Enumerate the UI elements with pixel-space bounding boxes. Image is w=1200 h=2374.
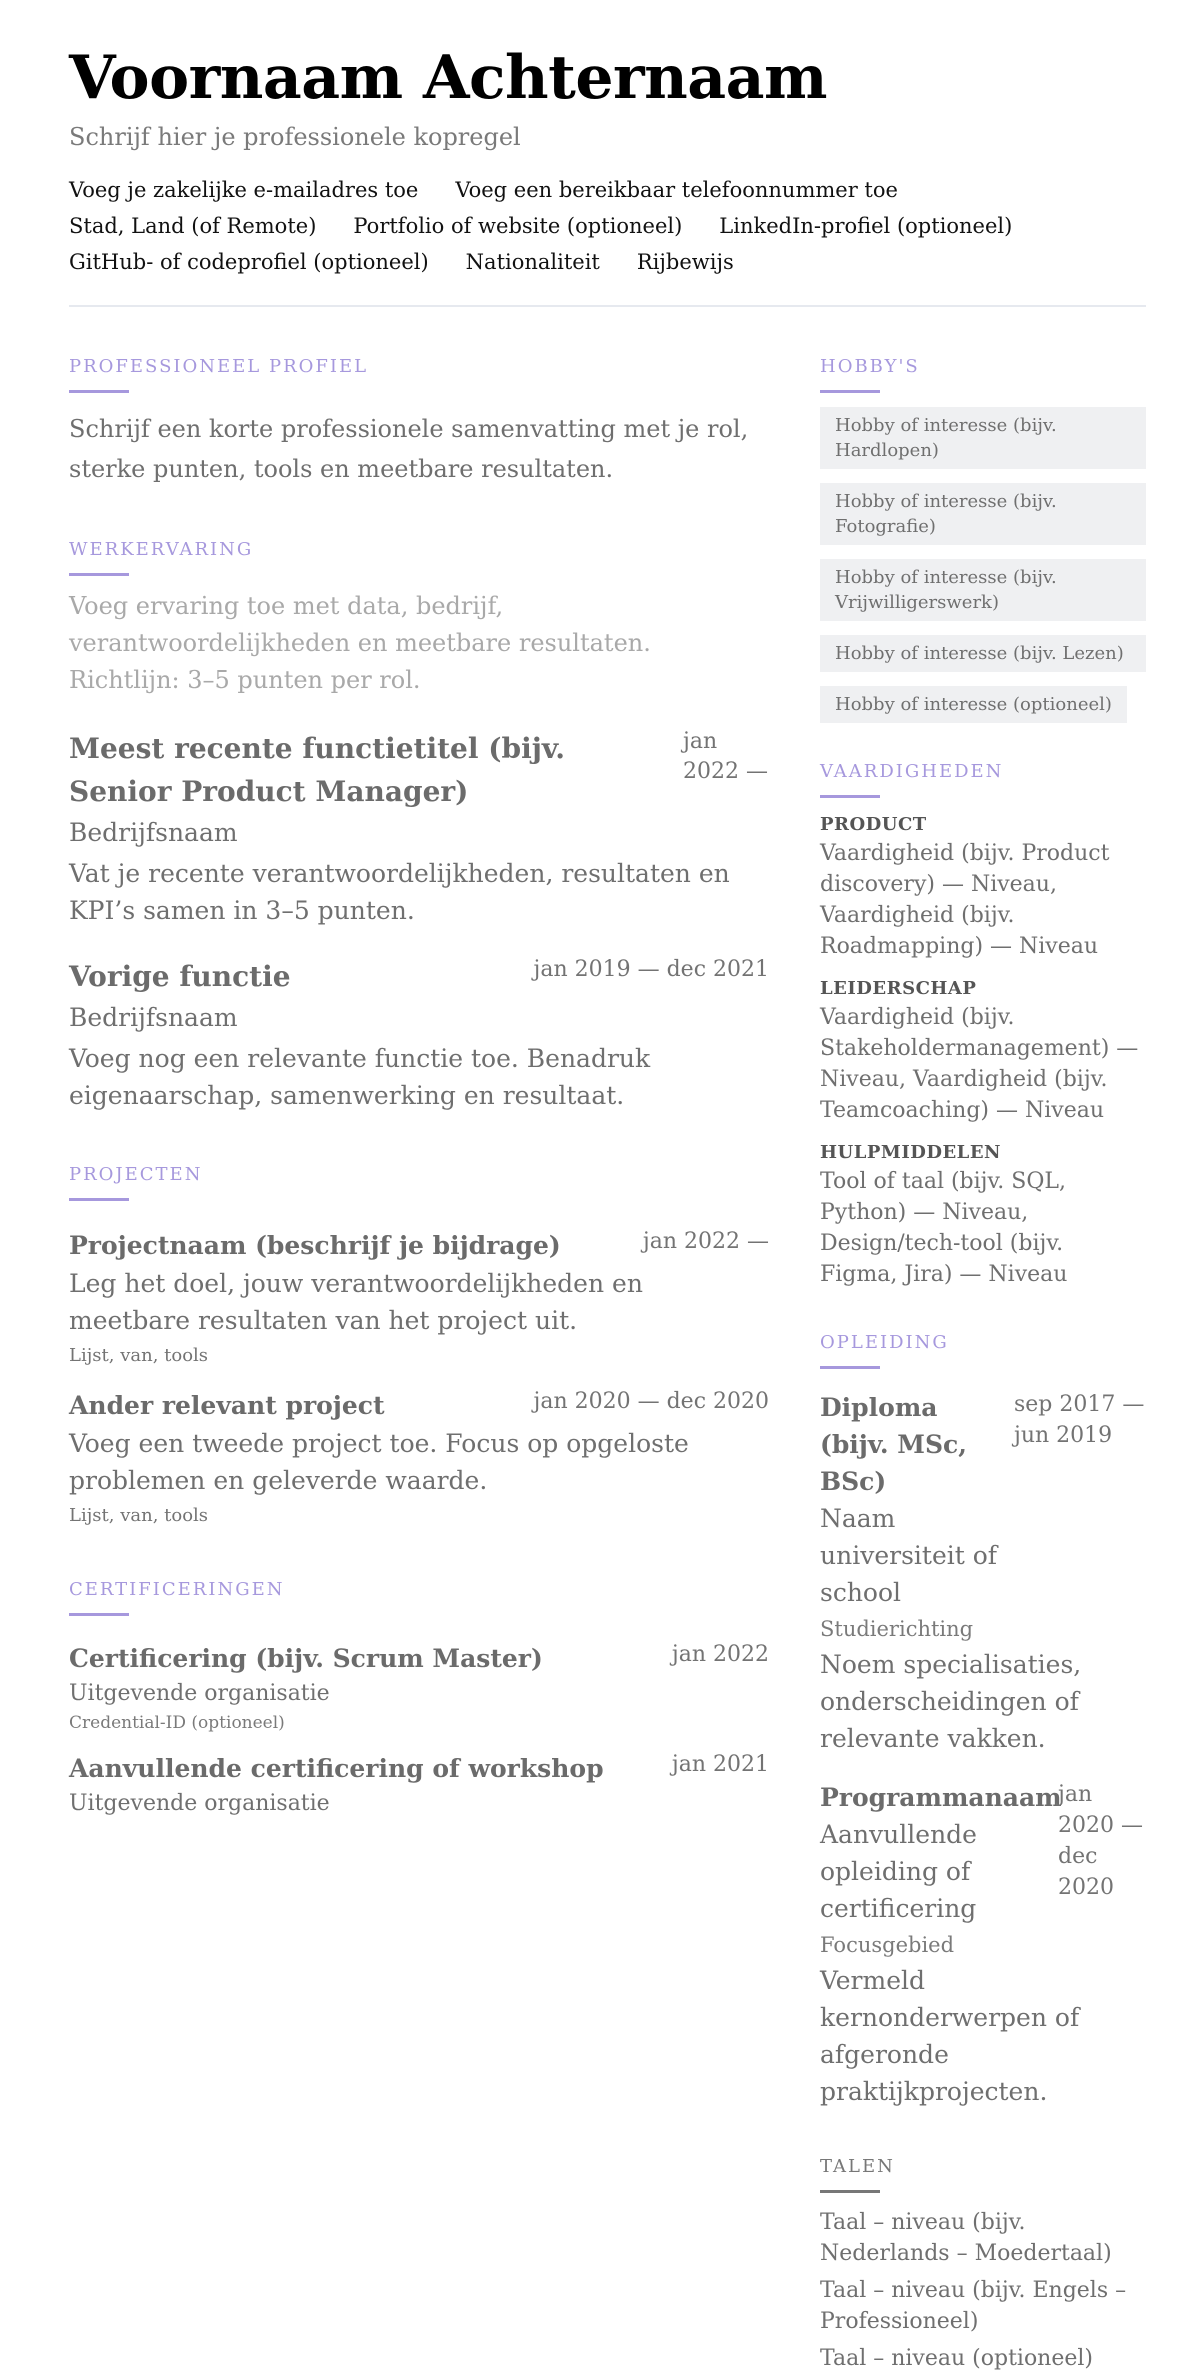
project-date: jan 2022 — [642, 1229, 769, 1254]
section-title: HOBBY'S [820, 356, 920, 377]
experience-section [69, 533, 769, 1114]
skill-list: Vaardigheid (bijv. Product discovery) — Niveau, Vaardigheid (bijv. Roadmapping) — Niveau [820, 841, 1110, 959]
job-date: jan 2022 — [683, 729, 768, 784]
contact-nationality: Nationaliteit [465, 250, 600, 274]
hobby-tag: Hobby of interesse (bijv. Hardlopen) [820, 407, 1146, 469]
education-school: Aanvullende opleiding of certificering [820, 1820, 977, 1923]
education-entry [820, 1779, 1146, 2110]
resume-header [69, 40, 1146, 278]
job-entry [69, 955, 769, 1114]
project-entry [69, 1227, 769, 1369]
skill-category: HULPMIDDELEN [820, 1142, 1002, 1163]
education-field: Focusgebied [820, 1933, 955, 1957]
section-underline [820, 795, 880, 798]
job-company: Bedrijfsnaam [69, 818, 238, 847]
project-title: Projectnaam (beschrijf je bijdrage) [69, 1231, 561, 1260]
education-field: Studierichting [820, 1617, 974, 1641]
hobby-tag: Hobby of interesse (optioneel) [820, 686, 1127, 723]
certification-issuer: Uitgevende organisatie [69, 1791, 330, 1816]
job-description: Vat je recente verantwoordelijkheden, resultaten en KPI’s samen in 3–5 punten. [69, 859, 730, 925]
skill-category: PRODUCT [820, 814, 927, 835]
education-school: Naam universiteit of school [820, 1504, 998, 1607]
section-title: VAARDIGHEDEN [820, 761, 1004, 782]
project-tools: Lijst, van, tools [69, 1345, 209, 1366]
contact-list [69, 174, 1146, 278]
education-entry [820, 1389, 1146, 1757]
section-underline [69, 573, 129, 576]
certification-date: jan 2022 [671, 1642, 769, 1667]
education-degree: Programmanaam [820, 1783, 1062, 1812]
main-column [69, 350, 769, 1820]
hobbies-section [820, 350, 1146, 723]
job-title: Vorige functie [69, 960, 291, 993]
hobby-tag: Hobby of interesse (bijv. Lezen) [820, 635, 1146, 672]
section-title: TALEN [820, 2156, 895, 2177]
job-entry [69, 727, 769, 929]
job-description: Voeg nog een relevante functie toe. Benadruk eigenaarschap, samenwerking en resultaat. [69, 1044, 651, 1110]
education-date: jan 2020 — dec 2020 [1058, 1782, 1143, 1900]
skill-list: Tool of taal (bijv. SQL, Python) — Niveau, Design/tech-tool (bijv. Figma, Jira) — Niveau [820, 1169, 1068, 1287]
section-underline [69, 1613, 129, 1616]
skill-list: Vaardigheid (bijv. Stakeholdermanagement) — Niveau, Vaardigheid (bijv. Teamcoaching) — Niveau [820, 1005, 1139, 1123]
section-underline [820, 390, 880, 393]
side-column [820, 350, 1146, 2374]
contact-portfolio: Portfolio of website (optioneel) [353, 214, 683, 238]
certification-date: jan 2021 [671, 1752, 769, 1777]
section-title: WERKERVARING [69, 539, 254, 560]
contact-location: Stad, Land (of Remote) [69, 214, 317, 238]
certification-title: Aanvullende certificering of workshop [69, 1754, 604, 1783]
section-title: PROJECTEN [69, 1164, 203, 1185]
section-underline [820, 1366, 880, 1369]
hobby-tag: Hobby of interesse (bijv. Fotografie) [820, 483, 1146, 545]
section-title: PROFESSIONEEL PROFIEL [69, 356, 369, 377]
contact-phone: Voeg een bereikbaar telefoonnummer toe [455, 178, 898, 202]
contact-drivers-license: Rijbewijs [636, 250, 734, 274]
project-tools: Lijst, van, tools [69, 1505, 209, 1526]
project-entry [69, 1387, 769, 1529]
job-date: jan 2019 — dec 2021 [533, 957, 769, 982]
headline: Schrijf hier je professionele kopregel [69, 123, 521, 151]
profile-section [69, 350, 769, 489]
education-date: sep 2017 — jun 2019 [1014, 1392, 1145, 1448]
projects-section [69, 1158, 769, 1529]
project-title: Ander relevant project [69, 1391, 385, 1420]
project-date: jan 2020 — dec 2020 [533, 1389, 769, 1414]
credential-id: Credential-ID (optioneel) [69, 1713, 285, 1733]
language-item: Taal – niveau (bijv. Engels – Professioneel) [820, 2278, 1127, 2334]
section-title: CERTIFICERINGEN [69, 1579, 285, 1600]
job-title: Meest recente functietitel (bijv. Senior Product Manager) [69, 732, 566, 808]
language-item: Taal – niveau (bijv. Nederlands – Moedertaal) [820, 2210, 1112, 2266]
education-description: Vermeld kernonderwerpen of afgeronde praktijkprojecten. [820, 1966, 1080, 2106]
skills-section [820, 755, 1146, 1290]
section-underline [69, 390, 129, 393]
contact-email: Voeg je zakelijke e-mailadres toe [69, 178, 419, 202]
certification-issuer: Uitgevende organisatie [69, 1681, 330, 1706]
job-company: Bedrijfsnaam [69, 1003, 238, 1032]
section-title: OPLEIDING [820, 1332, 949, 1353]
certification-entry [69, 1640, 769, 1736]
languages-section [820, 2150, 1146, 2374]
experience-guideline: Voeg ervaring toe met data, bedrijf, verantwoordelijkheden en meetbare resultaten. Richtlijn: 3–5 punten per rol. [69, 592, 651, 694]
header-divider [69, 305, 1146, 307]
certification-title: Certificering (bijv. Scrum Master) [69, 1644, 543, 1673]
project-description: Leg het doel, jouw verantwoordelijkheden en meetbare resultaten van het project uit. [69, 1269, 643, 1335]
education-degree: Diploma (bijv. MSc, BSc) [820, 1393, 967, 1496]
section-underline [820, 2190, 880, 2193]
skill-category: LEIDERSCHAP [820, 978, 977, 999]
certifications-section [69, 1573, 769, 1820]
candidate-name: Voornaam Achternaam [69, 43, 828, 113]
language-item: Taal – niveau (optioneel) [820, 2346, 1094, 2371]
certification-entry [69, 1750, 769, 1820]
contact-github: GitHub- of codeprofiel (optioneel) [69, 250, 429, 274]
profile-summary: Schrijf een korte professionele samenvatting met je rol, sterke punten, tools en meetbare resultaten. [69, 415, 749, 483]
section-underline [69, 1198, 129, 1201]
education-section [820, 1326, 1146, 2110]
education-description: Noem specialisaties, onderscheidingen of relevante vakken. [820, 1650, 1082, 1753]
project-description: Voeg een tweede project toe. Focus op opgeloste problemen en geleverde waarde. [69, 1429, 689, 1495]
contact-linkedin: LinkedIn-profiel (optioneel) [719, 214, 1013, 238]
hobby-tag: Hobby of interesse (bijv. Vrijwilligerswerk) [820, 559, 1146, 621]
